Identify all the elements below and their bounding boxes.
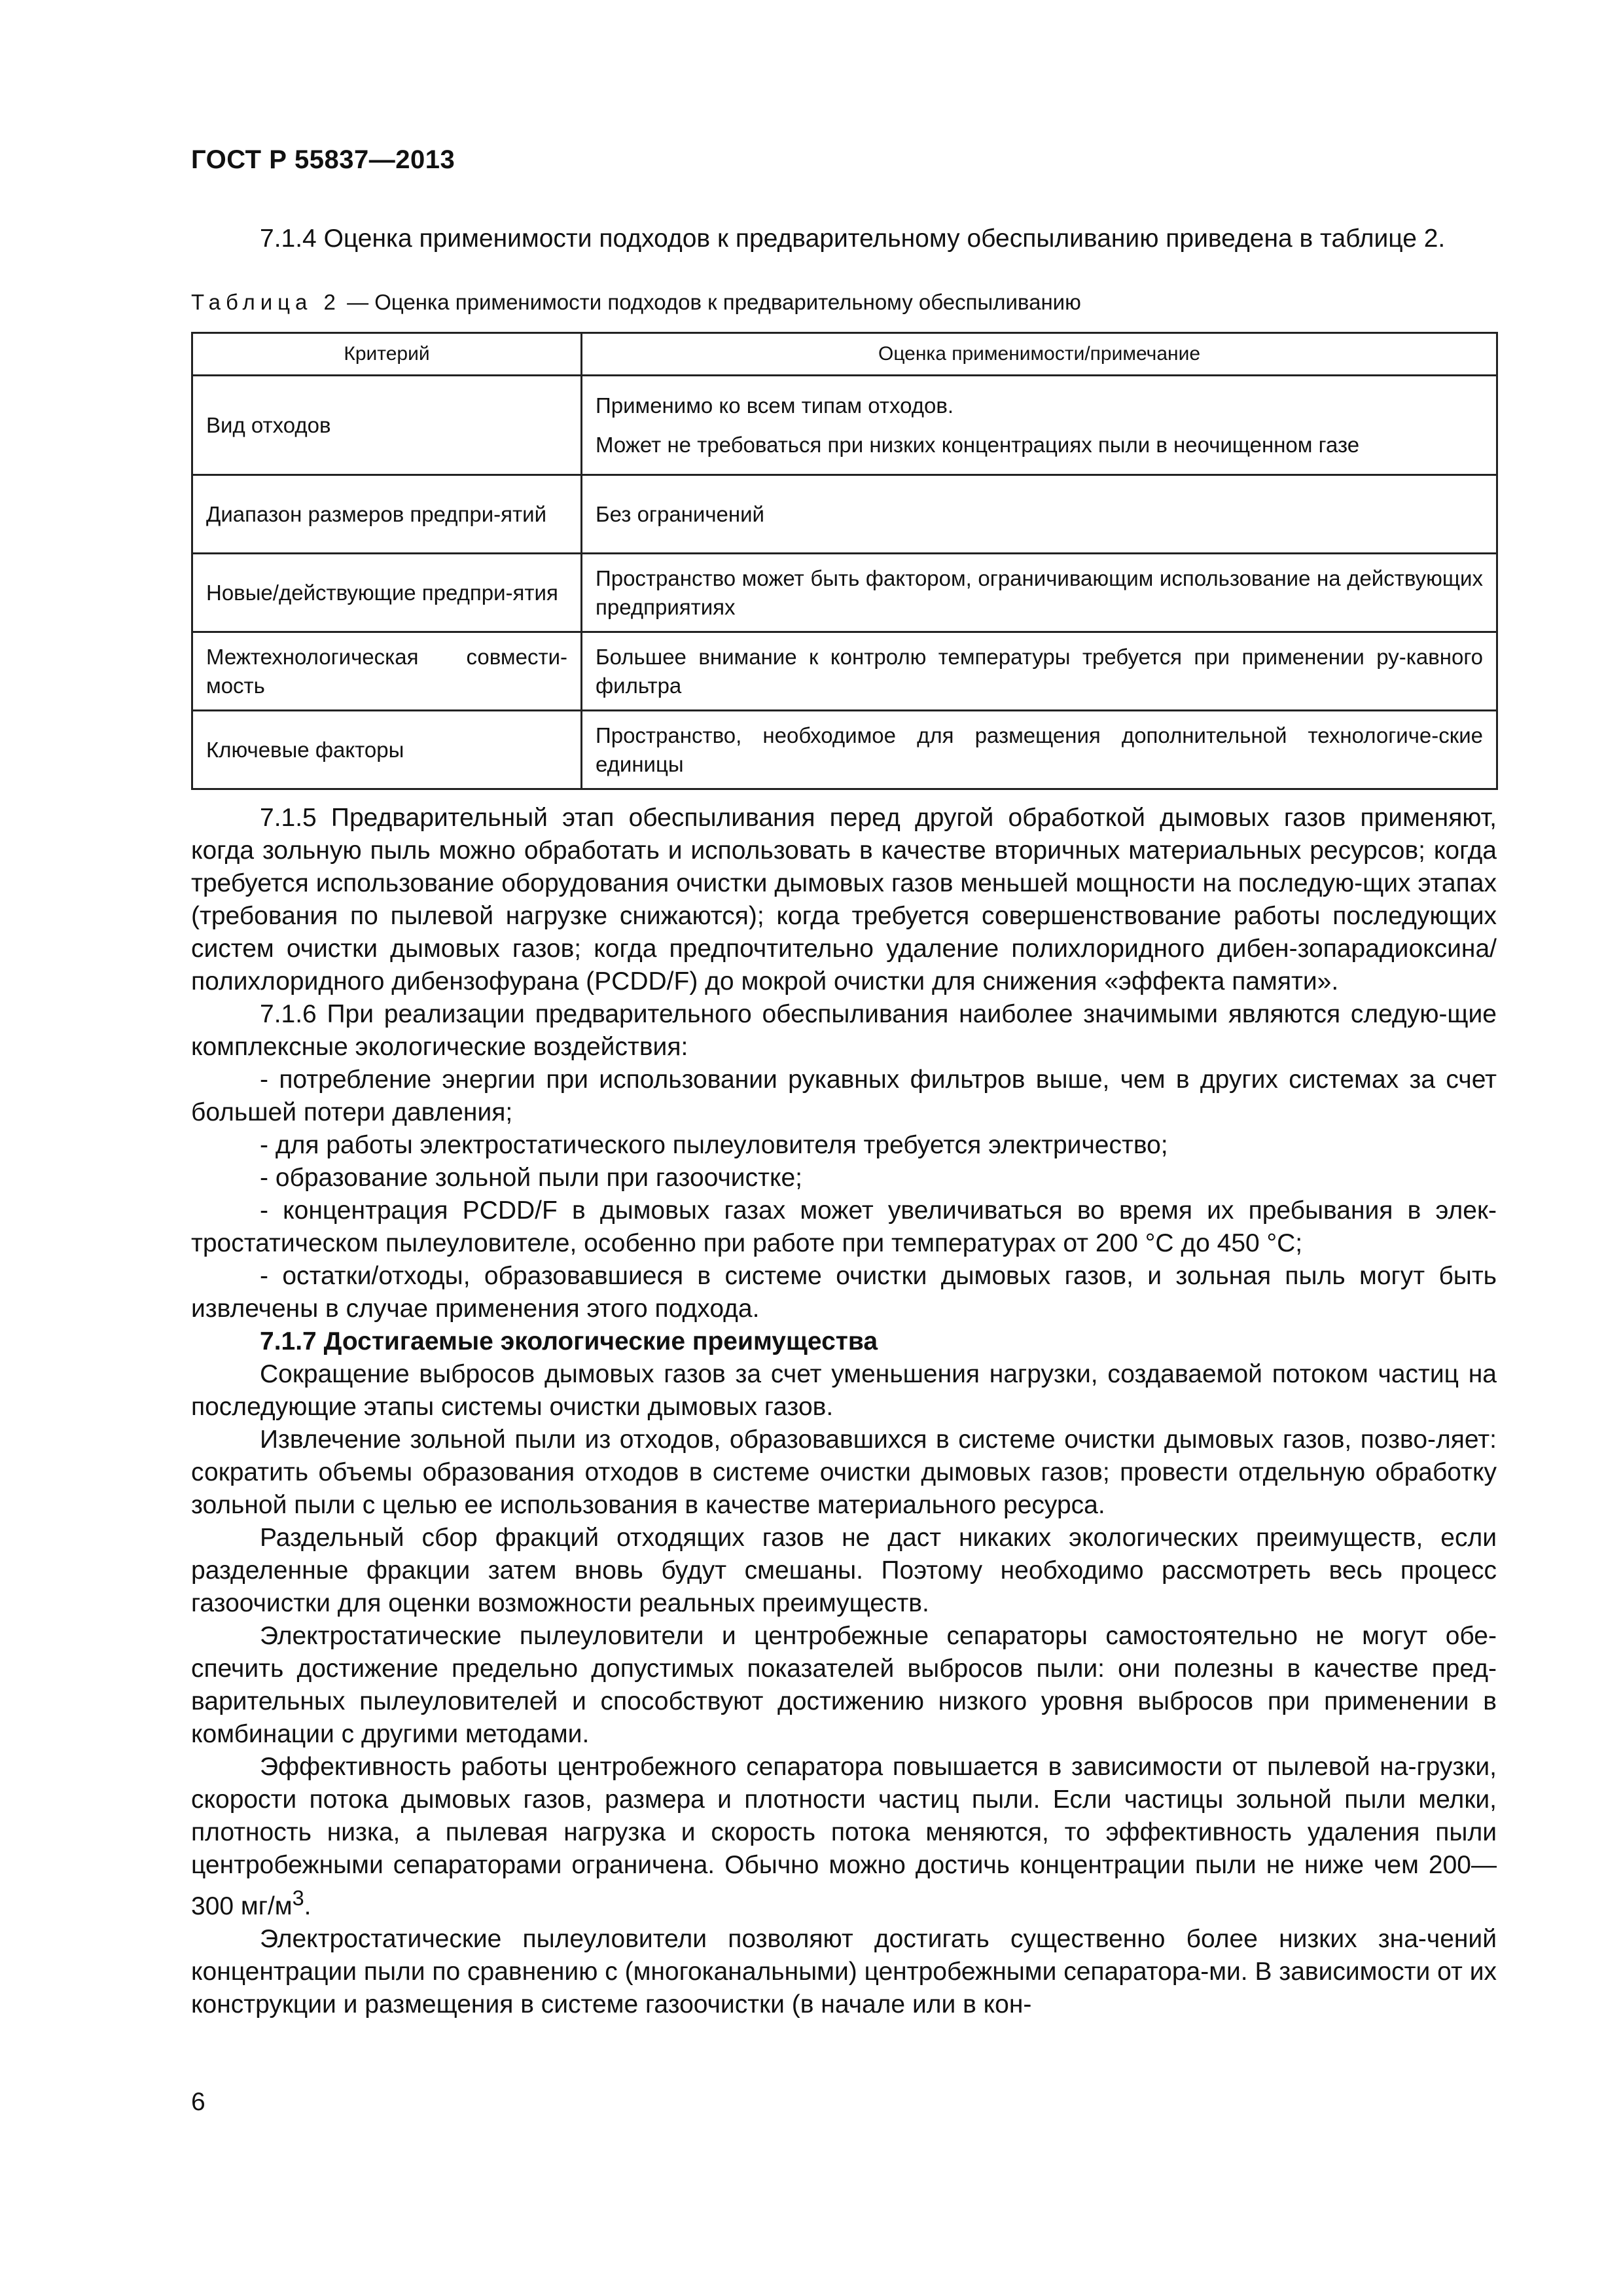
assessment-table	[191, 332, 1498, 790]
body-text	[191, 802, 1497, 2021]
list-item: - концентрация PCDD/F в дымовых газах может увеличиваться во время их пребывания в элек-тростатическом пылеуловителе, особенно при работе при температурах от 200 °С до 450 °С;	[191, 1196, 1497, 1257]
table-cell-criterion: Вид отходов	[192, 376, 582, 475]
assessment-note: Может не требоваться при низких концентрациях пыли в неочищенном газе	[596, 432, 1360, 457]
paragraph-text: Эффективность работы центробежного сепаратора повышается в зависимости от пылевой на-грузки, скорости потока дымовых газов, размера и плотности частиц пыли. Если частицы зольной пыли мелки, плотность низка, а пылевая нагрузка и скорость потока меняются, то эффективность удаления пыли центробежными сепараторами ограничена. Обычно можно достичь концентрации пыли не ниже чем 200—300 мг/м	[191, 1753, 1497, 1920]
table-cell-assessment: Пространство может быть фактором, ограничивающим использование на действующих предприятиях	[582, 554, 1497, 632]
paragraph	[191, 1751, 1497, 1923]
table-cell-assessment: Без ограничений	[582, 475, 1497, 554]
table-header-criterion: Критерий	[192, 333, 582, 376]
list-item: - образование зольной пыли при газоочистке;	[260, 1164, 802, 1192]
table-caption	[191, 290, 1081, 315]
table-row	[192, 376, 1497, 475]
table-header-assessment: Оценка применимости/примечание	[582, 333, 1497, 376]
paragraph: Извлечение зольной пыли из отходов, образовавшихся в системе очистки дымовых газов, позво-ляет: сократить объемы образования отходов в системе очистки дымовых газов; провести отдельную обработку зольной пыли с целью ее использования в качестве материального ресурса.	[191, 1426, 1497, 1519]
table-cell-criterion: Межтехнологическая совмести-мость	[192, 632, 582, 711]
paragraph-7-1-6: 7.1.6 При реализации предварительного обеспыливания наиболее значимыми являются следую-щие комплексные экологические воздействия:	[191, 1000, 1497, 1061]
section-heading-7-1-7: 7.1.7 Достигаемые экологические преимущества	[260, 1327, 878, 1355]
list-item: - потребление энергии при использовании рукавных фильтров выше, чем в других системах за счет большей потери давления;	[191, 1066, 1497, 1126]
table-cell-criterion: Ключевые факторы	[192, 711, 582, 789]
table-row	[192, 632, 1497, 711]
table-caption-label: Таблица 2	[191, 290, 341, 314]
table-cell-criterion: Диапазон размеров предпри-ятий	[192, 475, 582, 554]
paragraph: Раздельный сбор фракций отходящих газов не даст никаких экологических преимуществ, если разделенные фракции затем вновь будут смешаны. Поэтому необходимо рассмотреть весь процесс газоочистки для оценки возможности реальных преимуществ.	[191, 1524, 1497, 1617]
table-header-row	[192, 333, 1497, 376]
table-row	[192, 711, 1497, 789]
table-cell-assessment	[582, 376, 1497, 475]
table-cell-assessment: Большее внимание к контролю температуры требуется при применении ру-кавного фильтра	[582, 632, 1497, 711]
table-row	[192, 554, 1497, 632]
paragraph-7-1-5: 7.1.5 Предварительный этап обеспыливания перед другой обработкой дымовых газов применяют, когда зольную пыль можно обработать и использовать в качестве вторичных материальных ресурсов; когда требуется использование оборудования очистки дымовых газов меньшей мощности на последую-щих этапах (требования по пылевой нагрузке снижаются); когда требуется совершенствование работы последующих систем очистки дымовых газов; когда предпочтительно удаление полихлоридного дибен-зопарадиоксина/полихлоридного дибензофурана (PCDD/F) до мокрой очистки для снижения «эффекта памяти».	[191, 804, 1497, 996]
paragraph-end: .	[304, 1892, 312, 1920]
table-cell-assessment: Пространство, необходимое для размещения дополнительной технологиче-ские единицы	[582, 711, 1497, 789]
paragraph: Электростатические пылеуловители позволяют достигать существенно более низких зна-чений концентрации пыли по сравнению с (многоканальными) центробежными сепаратора-ми. В зависимости от их конструкции и размещения в системе газоочистки (в начале или в кон-	[191, 1925, 1497, 2018]
table-cell-criterion: Новые/действующие предпри-ятия	[192, 554, 582, 632]
superscript: 3	[292, 1886, 304, 1910]
list-item: - для работы электростатического пылеуловителя требуется электричество;	[260, 1131, 1168, 1159]
table-caption-title: — Оценка применимости подходов к предварительному обеспыливанию	[340, 290, 1081, 314]
assessment-text: Применимо ко всем типам отходов.	[596, 393, 954, 418]
page-number: 6	[191, 2088, 205, 2116]
document-header: ГОСТ Р 55837—2013	[191, 145, 455, 174]
intro-paragraph: 7.1.4 Оценка применимости подходов к предварительному обеспыливанию приведена в таблице 2.	[260, 224, 1446, 253]
table-row	[192, 475, 1497, 554]
paragraph: Сокращение выбросов дымовых газов за счет уменьшения нагрузки, создаваемой потоком частиц на последующие этапы системы очистки дымовых газов.	[191, 1360, 1497, 1421]
paragraph: Электростатические пылеуловители и центробежные сепараторы самостоятельно не могут обе-спечить достижение предельно допустимых показателей выбросов пыли: они полезны в качестве пред-варительных пылеуловителей и способствуют достижению низкого уровня выбросов при применении в комбинации с другими методами.	[191, 1622, 1497, 1748]
list-item: - остатки/отходы, образовавшиеся в системе очистки дымовых газов, и зольная пыль могут быть извлечены в случае применения этого подхода.	[191, 1262, 1497, 1323]
